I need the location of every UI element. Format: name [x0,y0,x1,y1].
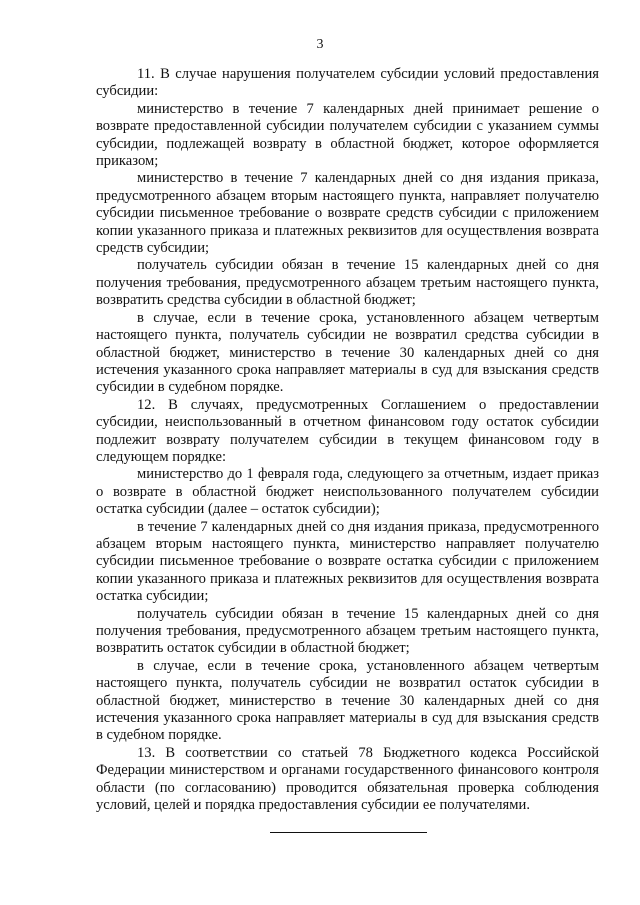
document-body [96,66,599,814]
paragraph-12-order: министерство до 1 февраля года, следующего за отчетным, издает приказ о возврате в областной бюджет неиспользованного получателем субсидии остатка субсидии (далее – остаток субсидии); [96,466,599,518]
page-number: 3 [316,37,324,52]
paragraph-12-return: получатель субсидии обязан в течение 15 календарных дней со дня получения требования, предусмотренного абзацем третьим настоящего пункта, возвратить остаток субсидии в областной бюджет; [96,605,599,657]
paragraph-12-requirement: в течение 7 календарных дней со дня издания приказа, предусмотренного абзацем вторым настоящего пункта, министерство направляет получателю субсидии письменное требование о возврате остатка субсидии с приложением копии указанного приказа и платежных реквизитов для осуществления возврата остатка субсидии; [96,518,599,605]
paragraph-12-court: в случае, если в течение срока, установленного абзацем четвертым настоящего пункта, получатель субсидии не возвратил остаток субсидии в областной бюджет, министерство в течение 30 календарных дней со дня истечения указанного срока направляет материалы в суд для взыскания средств в судебном порядке. [96,657,599,744]
paragraph-11: 11. В случае нарушения получателем субсидии условий предоставления субсидии: [96,66,599,100]
paragraph-11-requirement: министерство в течение 7 календарных дней со дня издания приказа, предусмотренного абзацем вторым настоящего пункта, направляет получателю субсидии письменное требование о возврате средств субсидии с приложением копии указанного приказа и платежных реквизитов для осуществления возврата средств субсидии; [96,170,599,257]
paragraph-13: 13. В соответствии со статьей 78 Бюджетного кодекса Российской Федерации министерством и органами государственного финансового контроля области (по согласованию) проводится обязательная проверка соблюдения условий, целей и порядка предоставления субсидии ее получателями. [96,744,599,814]
paragraph-11-court: в случае, если в течение срока, установленного абзацем четвертым настоящего пункта, получатель субсидии не возвратил средства субсидии в областной бюджет, министерство в течение 30 календарных дней со дня истечения указанного срока направляет материалы в суд для взыскания средств субсидии в судебном порядке. [96,309,599,396]
paragraph-11-decision: министерство в течение 7 календарных дней принимает решение о возврате предоставленной субсидии получателем субсидии с указанием суммы субсидии, подлежащей возврату в областной бюджет, которое оформляется приказом; [96,100,599,170]
paragraph-11-return: получатель субсидии обязан в течение 15 календарных дней со дня получения требования, предусмотренного абзацем третьим настоящего пункта, возвратить средства субсидии в областной бюджет; [96,257,599,309]
end-of-document-rule [270,832,427,833]
paragraph-12: 12. В случаях, предусмотренных Соглашением о предоставлении субсидии, неиспользованный в отчетном финансовом году остаток субсидии подлежит возврату получателем субсидии в текущем финансовом году в следующем порядке: [96,396,599,465]
